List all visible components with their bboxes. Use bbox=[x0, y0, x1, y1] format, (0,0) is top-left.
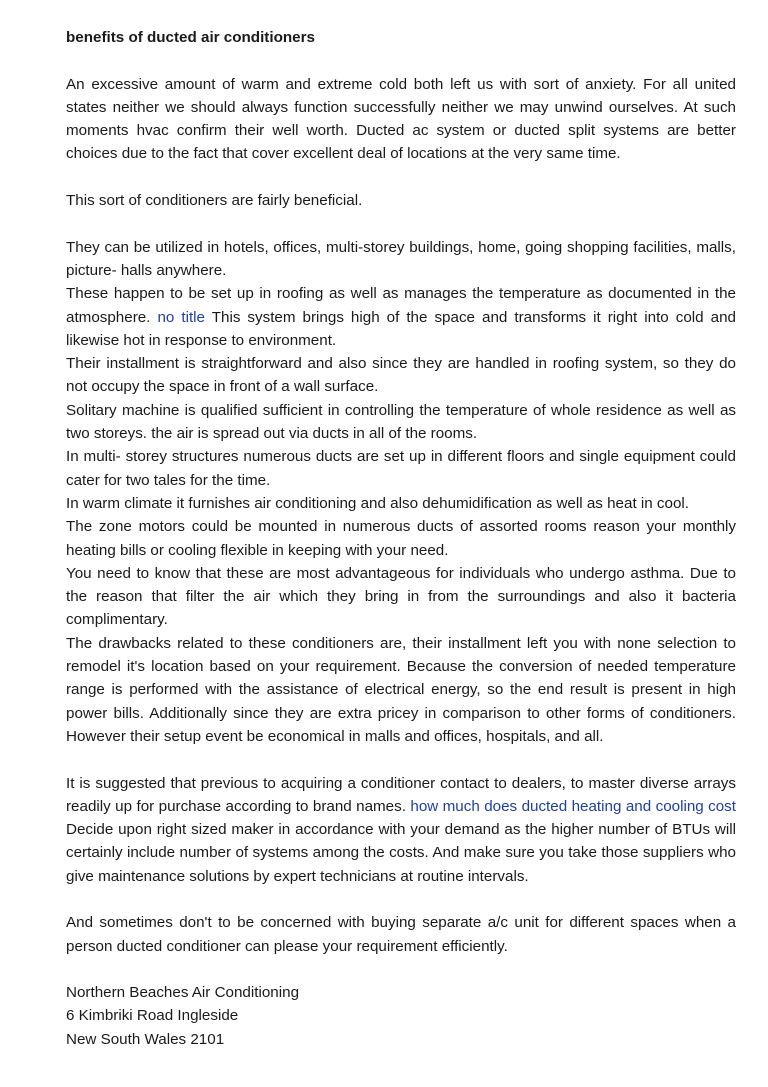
address-company-name: Northern Beaches Air Conditioning bbox=[66, 984, 300, 1002]
drawbacks-item: The drawbacks related to these conditioners are, their installment left you with none selection to remodel it's location based on your requirement. Because the conversion of needed temperature range is performed with the assistance of electrical energy, so the end result is present in high power bills. Additionally since they are extra pricey in comparison to other forms of conditioners. However their setup event be economical in malls and offices, hospitals, and all. bbox=[66, 634, 736, 745]
spacer bbox=[66, 166, 736, 189]
benefit-item-roofing-text-before: These happen to be set up in roofing as well as manages the temperature as documented in the atmosphere. bbox=[66, 285, 736, 326]
document-page bbox=[66, 26, 736, 1051]
no-title-link[interactable]: no title bbox=[157, 308, 205, 326]
benefit-item-single-machine: Solitary machine is qualified sufficient in controlling the temperature of whole residence as well as two storeys. the air is spread out via ducts in all of the rooms. bbox=[66, 401, 736, 443]
benefit-summary-paragraph: This sort of conditioners are fairly beneficial. bbox=[66, 192, 363, 210]
closing-paragraph: And sometimes don't to be concerned with buying separate a/c unit for different spaces when a person ducted conditioner can please your requirement efficiently. bbox=[66, 914, 736, 955]
advice-text-after: Decide upon right sized maker in accordance with your demand as the higher number of BTUs will certainly include number of systems among the costs. And make sure you take those suppliers who give maintenance solutions by expert technicians at routine intervals. bbox=[66, 821, 736, 885]
advice-text-before: It is suggested that previous to acquiring a conditioner contact to dealers, to master diverse arrays readily up for purchase according to brand names. bbox=[66, 774, 736, 815]
address-street: 6 Kimbriki Road Ingleside bbox=[66, 1007, 239, 1025]
business-address bbox=[66, 981, 736, 1051]
address-state-postcode: New South Wales 2101 bbox=[66, 1030, 225, 1048]
intro-paragraph: An excessive amount of warm and extreme cold both left us with sort of anxiety. For all united states neither we should always function successfully neither we may unwind ourselves. At such moments hvac confirm their well worth. Ducted ac system or ducted split systems are better choices due to the fact that cover excellent deal of locations at the very same time. bbox=[66, 75, 736, 163]
spacer bbox=[66, 212, 736, 235]
ducted-cost-link[interactable]: how much does ducted heating and cooling cost bbox=[410, 797, 736, 815]
spacer bbox=[66, 49, 736, 72]
benefit-item-roofing bbox=[66, 282, 736, 352]
spacer bbox=[66, 748, 736, 771]
benefit-item-installment: Their installment is straightforward and also since they are handled in roofing system, so they do not occupy the space in front of a wall surface. bbox=[66, 355, 736, 396]
spacer bbox=[66, 958, 736, 981]
benefit-item-usage: They can be utilized in hotels, offices, multi-storey buildings, home, going shopping facilities, malls, picture- halls anywhere. bbox=[66, 238, 736, 279]
benefit-item-roofing-text-after: This system brings high of the space and transforms it right into cold and likewise hot in response to environment. bbox=[66, 308, 736, 349]
advice-paragraph bbox=[66, 772, 736, 888]
benefit-item-multi-storey: In multi- storey structures numerous ducts are set up in different floors and single equipment could cater for two tales for the time. bbox=[66, 448, 736, 489]
spacer bbox=[66, 888, 736, 911]
benefit-item-zone-motors: The zone motors could be mounted in numerous ducts of assorted rooms reason your monthly heating bills or cooling flexible in keeping with your need. bbox=[66, 518, 736, 559]
document-title: benefits of ducted air conditioners bbox=[66, 29, 315, 46]
benefit-item-climate: In warm climate it furnishes air conditioning and also dehumidification as well as heat in cool. bbox=[66, 494, 690, 512]
benefit-item-asthma: You need to know that these are most advantageous for individuals who undergo asthma. Due to the reason that filter the air which they bring in from the surroundings and also it bacteria complimentary. bbox=[66, 564, 736, 629]
